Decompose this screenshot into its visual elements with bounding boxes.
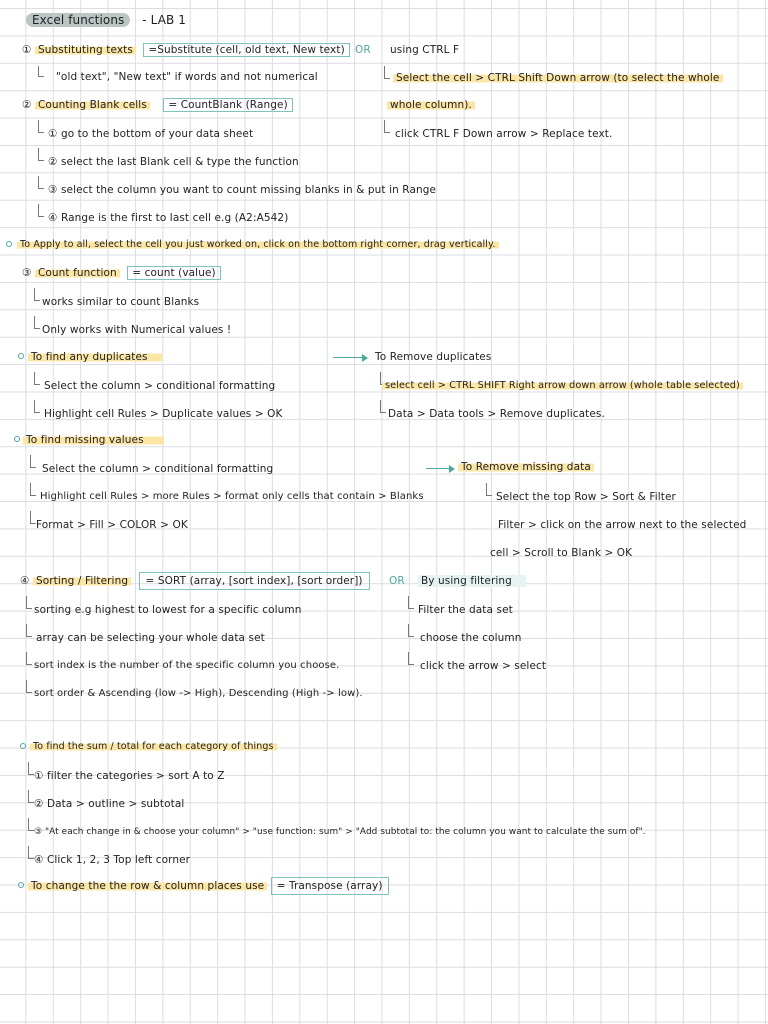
- bracket: [34, 400, 40, 413]
- bracket: [26, 680, 32, 693]
- step-text: ② Data > outline > subtotal: [34, 798, 185, 810]
- bracket: [38, 148, 44, 161]
- alt-step-text: [387, 98, 475, 112]
- section-number: ①: [22, 44, 32, 56]
- bracket: [38, 204, 44, 217]
- missing-title-text: To find missing values: [23, 434, 164, 446]
- remove-step-text: cell > Scroll to Blank > OK: [490, 547, 633, 559]
- step-text: ③ "At each change in & choose your column" > "use function: sum" > "Add subtotal to: the column you want to calculate the sum of".: [34, 827, 646, 837]
- bracket: [26, 624, 32, 637]
- remove-missing-title: [458, 460, 594, 474]
- bullet-dot: [18, 882, 24, 888]
- section-counting-blank: [22, 98, 293, 112]
- bracket: [26, 596, 32, 609]
- bracket: [408, 596, 414, 609]
- bracket: [380, 400, 386, 413]
- step-text: ④ Range is the first to last cell e.g (A2:A542): [48, 212, 289, 224]
- formula-box: = SORT (array, [sort index], [sort order]): [139, 572, 370, 590]
- step-text: Highlight cell Rules > more Rules > format only cells that contain > Blanks: [40, 491, 424, 502]
- formula-box: = count (value): [127, 266, 220, 280]
- bracket: [30, 483, 36, 496]
- alt-step-text: [393, 71, 723, 85]
- remove-step-text: [382, 379, 743, 393]
- step-text: ④ Click 1, 2, 3 Top left corner: [34, 854, 191, 866]
- bracket: [486, 483, 492, 496]
- section-label: Counting Blank cells: [35, 99, 150, 111]
- section-label: Count function: [35, 267, 120, 279]
- alt-step-1a: Select the cell > CTRL Shift Down arrow (to select the whole: [393, 72, 723, 84]
- section-substituting: [22, 43, 350, 57]
- alt-title-text: By using filtering: [418, 575, 526, 587]
- or-label: OR: [355, 44, 371, 56]
- note-text: sorting e.g highest to lowest for a specific column: [34, 604, 302, 616]
- section-label: Sorting / Filtering: [33, 575, 131, 587]
- bracket: [408, 624, 414, 637]
- note-text: sort index is the number of the specific column you choose.: [34, 660, 340, 671]
- alt-title: [418, 574, 526, 588]
- transpose-formula-box: = Transpose (array): [271, 877, 389, 895]
- or-label: OR: [389, 575, 405, 587]
- remove-step-text: Filter > click on the arrow next to the selected: [498, 519, 747, 531]
- section-count: [22, 266, 221, 280]
- step-text: ① go to the bottom of your data sheet: [48, 128, 254, 140]
- section-number: ④: [20, 575, 30, 587]
- section-number: ②: [22, 99, 32, 111]
- bracket: [384, 66, 390, 79]
- bracket: [408, 652, 414, 665]
- remove-step-1: select cell > CTRL SHIFT Right arrow down arrow (whole table selected): [382, 380, 743, 391]
- remove-missing-title-text: To Remove missing data: [458, 461, 594, 473]
- note-text: works similar to count Blanks: [42, 296, 200, 308]
- alt-step-text: click the arrow > select: [420, 660, 547, 672]
- step-text: ② select the last Blank cell & type the function: [48, 156, 299, 168]
- alt-step-1b: whole column).: [387, 99, 475, 111]
- apply-all-note: [17, 238, 499, 252]
- remove-step-2: Data > Data tools > Remove duplicates.: [388, 408, 605, 420]
- bracket: [38, 176, 44, 189]
- arrow-icon: [333, 357, 365, 358]
- alt-title: using CTRL F: [390, 44, 460, 56]
- step-text: Highlight cell Rules > Duplicate values > OK: [44, 408, 283, 420]
- missing-title: [23, 433, 164, 447]
- bracket: [34, 316, 40, 329]
- step-text: Format > Fill > COLOR > OK: [36, 519, 188, 531]
- bracket: [30, 455, 36, 468]
- alt-step-2: click CTRL F Down arrow > Replace text.: [395, 128, 613, 140]
- alt-step-text: Filter the data set: [418, 604, 513, 616]
- note-text: "old text", "New text" if words and not numerical: [56, 71, 318, 83]
- note-text: array can be selecting your whole data set: [36, 632, 265, 644]
- step-text: ① filter the categories > sort A to Z: [34, 770, 225, 782]
- bracket: [34, 372, 40, 385]
- formula-box: = CountBlank (Range): [163, 98, 292, 112]
- bracket: [26, 652, 32, 665]
- transpose-line: [28, 879, 389, 893]
- sum-title-text: To find the sum / total for each category of things: [30, 741, 277, 752]
- bullet-dot: [18, 353, 24, 359]
- section-number: ③: [22, 267, 32, 279]
- bullet-dot: [6, 241, 12, 247]
- remove-duplicates-title: To Remove duplicates: [375, 351, 492, 363]
- step-text: ③ select the column you want to count missing blanks in & put in Range: [48, 184, 437, 196]
- bullet-dot: [14, 436, 20, 442]
- bracket: [38, 120, 44, 133]
- page-title: [26, 13, 186, 27]
- sum-title: [30, 740, 277, 754]
- transpose-title: To change the the row & column places use: [28, 880, 267, 892]
- note-text: sort order & Ascending (low -> High), Descending (High -> low).: [34, 688, 363, 699]
- alt-step-text: choose the column: [420, 632, 522, 644]
- section-label: Substituting texts: [35, 44, 136, 56]
- bracket: [384, 120, 390, 133]
- section-sorting: [20, 574, 370, 588]
- bracket: [34, 288, 40, 301]
- remove-step-text: Select the top Row > Sort & Filter: [496, 491, 676, 503]
- formula-box: =Substitute (cell, old text, New text): [143, 43, 349, 57]
- step-text: Select the column > conditional formatting: [42, 463, 274, 475]
- duplicates-title: [28, 350, 162, 364]
- bracket: [38, 66, 44, 77]
- apply-all-text: To Apply to all, select the cell you just worked on, click on the bottom right corner, drag vertically.: [17, 239, 499, 250]
- page-subtitle: - LAB 1: [142, 13, 186, 27]
- bullet-dot: [20, 743, 26, 749]
- arrow-icon: [426, 468, 452, 469]
- step-text: Select the column > conditional formatting: [44, 380, 276, 392]
- title-highlight: Excel functions: [26, 13, 130, 27]
- duplicates-title-text: To find any duplicates: [28, 351, 162, 363]
- note-text: Only works with Numerical values !: [42, 324, 232, 336]
